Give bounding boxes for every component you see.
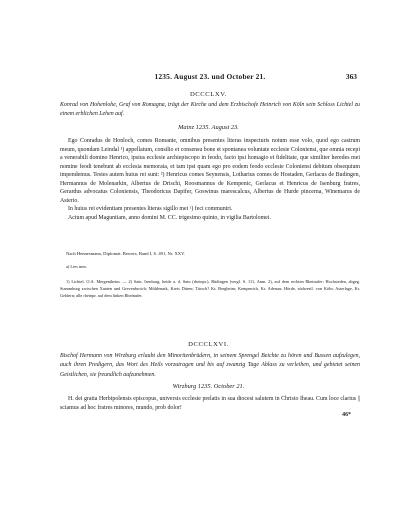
document-body: [60, 395, 360, 412]
regest: Konrad von Hohenlohe, Graf von Romagna, trägt der Kirche und dem Erzbischofe Heinrich von Köln sein Schloss Lichtel zu einem erblichen Lehen auf.: [60, 102, 360, 118]
textual-note: a) Lies meo.: [66, 264, 88, 269]
running-title: 1235. August 23. und October 21.: [154, 72, 266, 81]
dateline: Wirzburg 1235. October 21.: [172, 383, 245, 390]
document-body: [60, 137, 360, 222]
footnote: 1) Lichtel, O.A. Mergentheim. — 2) Sain, Isenburg, heide a. d. Sain (rheinpr.), Büdingen (vergl. S. 111, Anm. 2), auf dem rechten Rheinufer; Hochsteden, abgeg. Stammburg zwischen Xanten und Grevenbroich; Mühlenark, Kreis Düren; Türsch? Kr. Bergheim; Kempenich, Kr. Adenau; Hörde, südwestl. von Köln; Asterlage, Kr. Geldern; alle rheinpr. auf dem linken Rheinufer.: [60, 279, 360, 298]
document-number: DCCCLXV.: [189, 91, 228, 98]
body-paragraph: Ego Conradus de Honloch, comes Romanie, omnibus presentes literas inspecturis notum esse volo, quod ego castrum meum, quondam Leindal ¹) appellatum, consilio et consensu bone et spontanea voluntate ecclesie Coloniensi, que omnia recepi a venerabili domino Henrico, ipsius ecclesie archiepiscopo in feodo, facto ipsi homagio et fidelitate, que similiter heredes mei nomine feodi tenebunt ab ecclesia memorata, et tam ipsi quam ego pro eodem feodo ecclesie Coloniensi debitum obsequium impendemus. Testes autem huius rei sunt: ²) Henricus comes Seynensis, Lotharius comes de Hostaden, Gerlacus de Budingen, Hermannus de Molenarkin, Albertus de Drischi, Roosmannus de Kempenic, Gerlacus et Henricus de Isenburg fratres, Gerardus advocatus Coloniensis, Theodoricus Dapifer, Goswinus marescalcus, Albertus de Hurde pincerna, Winemarus de Asterio.: [60, 138, 360, 204]
page-number: 363: [345, 72, 357, 81]
body-paragraph: In huius rei evidentiam presentes literas sigillo mei ᵃ) feci communiri.: [68, 206, 233, 213]
regest: Bischof Hermann von Wirzburg erlaubt den Minoritenbrüdern, in seinem Sprengel Beichte zu hören und Bussen aufzulegen, auch ihren Predigern, das Wort des Heils vorzutragen und bis auf zwanzig Tage Ablass zu verleihen, und gebietet seinen Geistlichen, sie freundlich aufzunehmen.: [60, 353, 360, 378]
footnotes: [60, 279, 360, 300]
signature-mark: 46*: [342, 412, 351, 418]
document-number: DCCCLXVI.: [188, 341, 229, 348]
body-paragraph: H. dei gratia Herbipolensis episcopus, universis ecclesie prelatis in sua diocesi salutem in Christo Iheau. Cum loce clarius || sciamus ad hoc fratres minores, mundo, prob dolor!: [60, 396, 360, 411]
dateline: Mainz 1235. August 23.: [178, 124, 239, 131]
source-note: Nach Hennesmann, Diplomat. Bewers, Band I, S. 491, Nr. XXV.: [66, 251, 185, 256]
body-paragraph: Actum apud Maguntiam, anno domini M. CC. trigesimo quinto, in vigilia Bartolomei.: [68, 214, 271, 221]
